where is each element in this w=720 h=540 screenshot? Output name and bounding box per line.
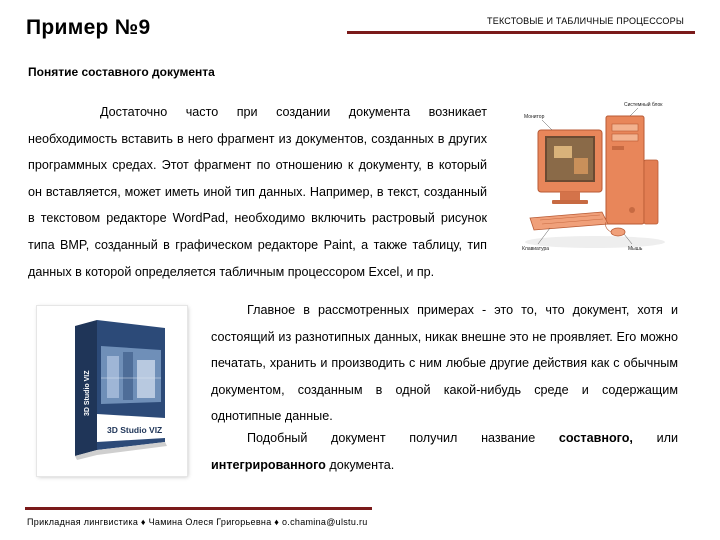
definition-text-1: Подобный документ получил название [247,431,559,445]
term-compound: составного, [558,431,633,445]
box-front-title: 3D Studio VIZ [107,425,163,435]
software-box-frame [37,306,187,476]
computer-illustration [520,100,670,262]
label-monitor: Монитор [524,114,545,120]
definition-text-3: документа. [325,457,395,472]
paragraph-definition [211,425,678,478]
page-title: Пример №9 [26,16,151,39]
box-spine-title: 3D Studio VIZ [84,370,91,416]
paragraph-intro: Достаточно часто при создании документа возникает необходимость вставить в него фрагмент из документов, созданных в других программных средах. Этот фрагмент по отношению к документу, в который он вставляется, может иметь иной тип данных. Например, в текст, созданный в текстовом редакторе WordPad, необходимо включить растровый рисунок типа BMP, созданный в графическом редакторе Paint, а также таблицу, тип данных в которой определяется табличным процессором Excel, и пр. [28,105,487,279]
label-mouse: Мышь [628,246,643,252]
header-divider [347,31,695,34]
label-keyboard: Клавиатура [522,246,550,252]
term-integrated: интегрированного [211,457,326,472]
definition-text-2: или [632,431,679,445]
paragraph-main-point: Главное в рассмотренных примерах - это то, что документ, хотя и состоящий из разнотипных данных, никак внешне это не проявляет. Его можно печатать, хранить и производить с ним любые другие действия как с обычным документом, созданным в одной какой-нибудь среде и содержащим однотипные данные. [211,303,678,424]
software-box-illustration [37,306,187,476]
footer-credits: Прикладная лингвистика ♦ Чамина Олеся Григорьевна ♦ o.chamina@ulstu.ru [27,517,368,527]
section-subtitle: Понятие составного документа [28,65,215,79]
footer-divider [25,507,372,510]
section-label: ТЕКСТОВЫЕ И ТАБЛИЧНЫЕ ПРОЦЕССОРЫ [487,16,684,26]
label-system-unit: Системный блок [624,102,663,108]
